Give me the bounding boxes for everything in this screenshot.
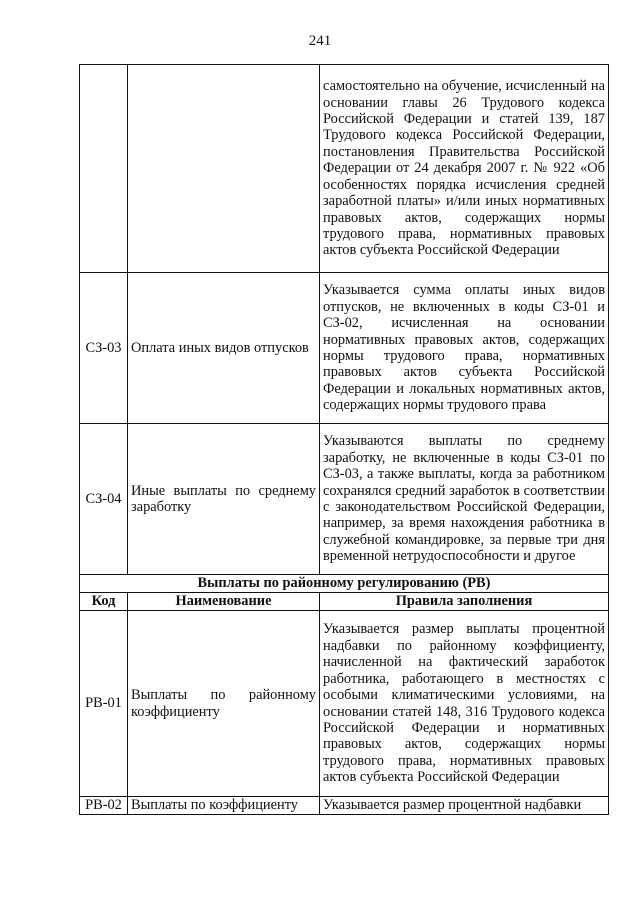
- page-number: 241: [308, 33, 332, 49]
- row-code: РВ-02: [80, 797, 128, 815]
- section-row: [80, 575, 609, 593]
- row-rule: Указываются выплаты по среднему заработку, не включенные в коды СЗ-01 по СЗ-03, а также выплаты, когда за работником сохранялся средний заработок в соответствии с законодательством Российской Федерации, например, за время нахождения работника в служебной командировке, за первые три дня временной нетрудоспособности и другое: [320, 424, 609, 575]
- table-row: [80, 611, 609, 797]
- row-code: СЗ-03: [80, 273, 128, 424]
- row-rule: Указывается сумма оплаты иных видов отпусков, не включенных в коды СЗ-01 и СЗ-02, исчисленная на основании нормативных правовых актов, содержащих нормы трудового права, нормативных правовых актов субъекта Российской Федерации и локальных нормативных актов, содержащих нормы трудового права: [320, 273, 609, 424]
- header-name: Наименование: [128, 593, 320, 611]
- table-row: [80, 273, 609, 424]
- row-name: Выплаты по районному коэффициенту: [128, 611, 320, 797]
- table-row: [80, 65, 609, 273]
- header-rule: Правила заполнения: [320, 593, 609, 611]
- row-code: СЗ-04: [80, 424, 128, 575]
- table-row: [80, 424, 609, 575]
- table-row: [80, 797, 609, 815]
- codes-table: [79, 64, 609, 815]
- header-code: Код: [80, 593, 128, 611]
- row-rule: Указывается размер выплаты процентной надбавки по районному коэффициенту, начисленной на фактический заработок работника, работающего в местностях с особыми климатическими условиями, на основании статей 148, 316 Трудового кодекса Российской Федерации и нормативных правовых актов, содержащих нормы трудового права, нормативных правовых актов субъекта Российской Федерации: [320, 611, 609, 797]
- row-rule: самостоятельно на обучение, исчисленный на основании главы 26 Трудового кодекса Российской Федерации и статей 139, 187 Трудового кодекса Российской Федерации, постановления Правительства Российской Федерации от 24 декабря 2007 г. № 922 «Об особенностях порядка исчисления средней заработной платы» и/или иных нормативных правовых актов, содержащих нормы трудового права, нормативных правовых актов субъекта Российской Федерации: [320, 65, 609, 273]
- row-name: Оплата иных видов отпусков: [128, 273, 320, 424]
- row-rule: Указывается размер процентной надбавки: [320, 797, 609, 815]
- row-code: РВ-01: [80, 611, 128, 797]
- section-title: Выплаты по районному регулированию (РВ): [80, 575, 609, 593]
- header-row: [80, 593, 609, 611]
- row-name: Выплаты по коэффициенту: [128, 797, 320, 815]
- row-code: [80, 65, 128, 273]
- row-name: Иные выплаты по среднему заработку: [128, 424, 320, 575]
- row-name: [128, 65, 320, 273]
